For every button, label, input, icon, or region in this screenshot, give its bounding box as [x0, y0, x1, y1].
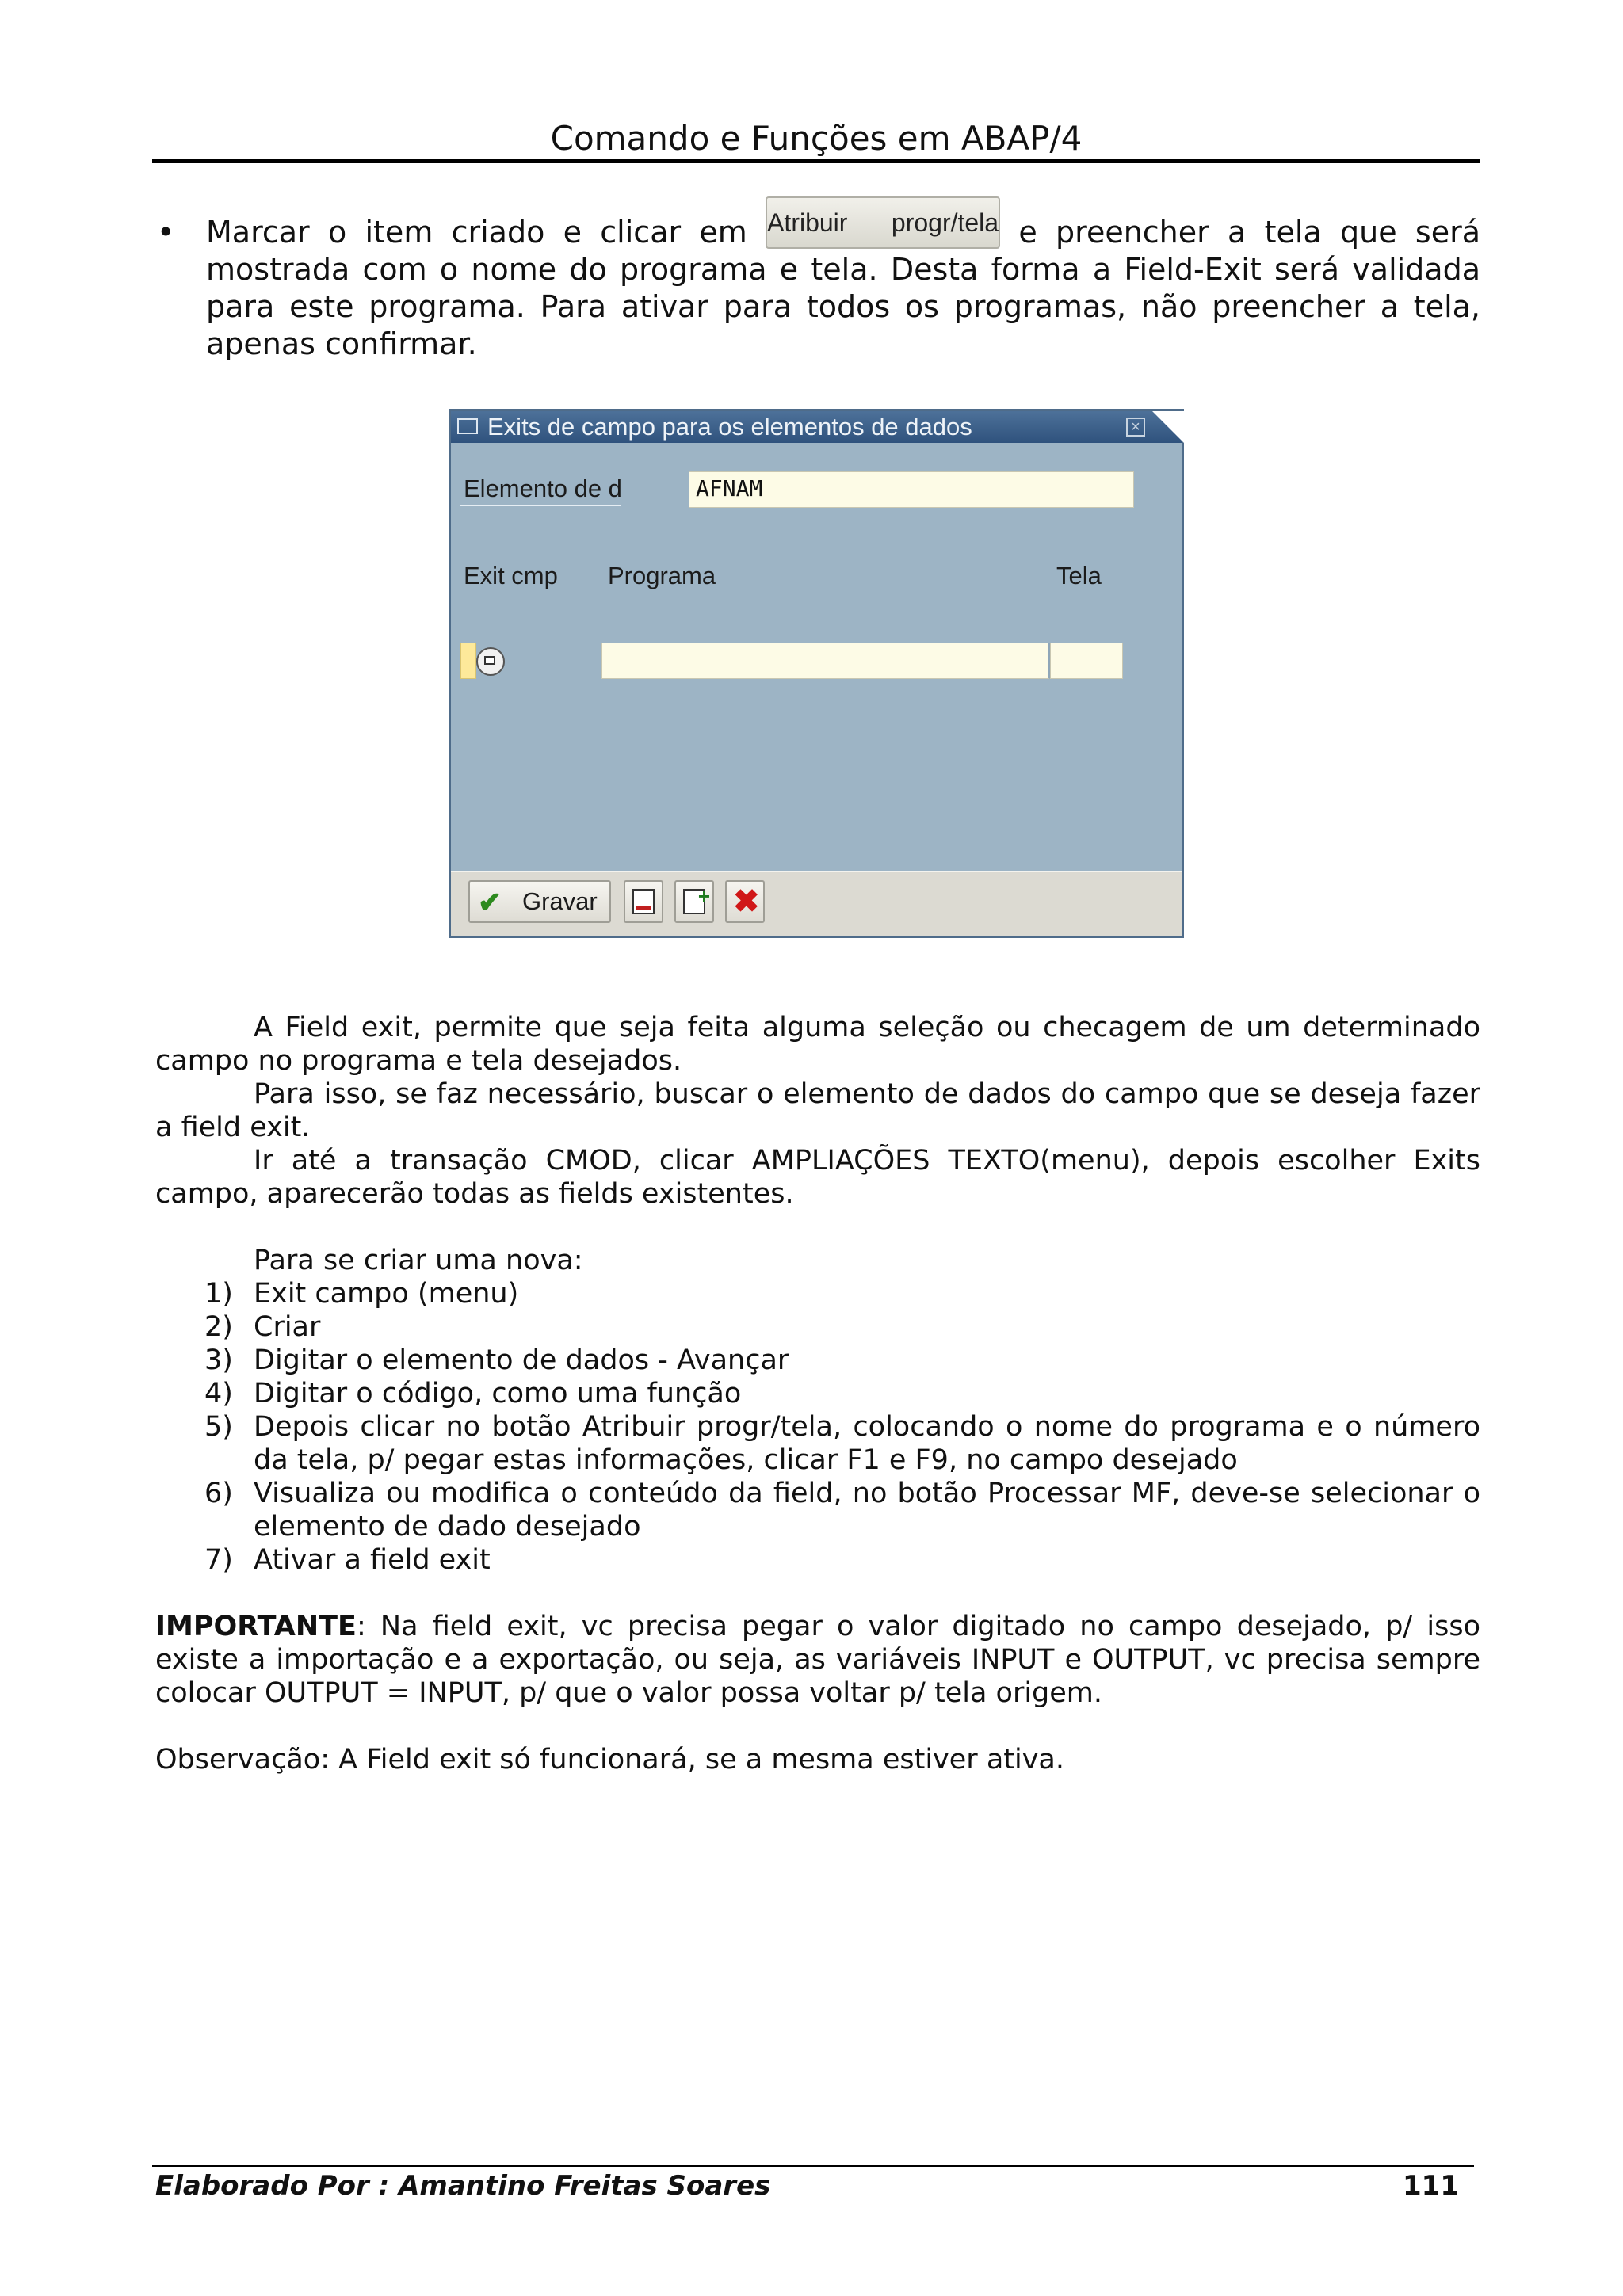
list-item-number: 5) — [204, 1411, 233, 1443]
list-item-continuation: da tela, p/ pegar estas informações, clicar F1 e F9, no campo desejado — [254, 1444, 1238, 1476]
footer-author: Elaborado Por : Amantino Freitas Soares — [155, 2170, 771, 2202]
label-underline — [460, 505, 621, 506]
field-exit-dialog — [449, 409, 1184, 938]
footer-page-number: 111 — [1403, 2170, 1459, 2202]
screen-input[interactable] — [1050, 643, 1123, 679]
dialog-title: Exits de campo para os elementos de dados — [487, 413, 972, 441]
check-icon: ✔ — [478, 886, 502, 918]
important-line-2: existe a importação e a exportação, ou seja, as variáveis INPUT e OUTPUT, vc precisa sempre — [155, 1644, 1480, 1676]
program-input[interactable] — [601, 643, 1050, 679]
important-line-1 — [155, 1610, 1480, 1643]
cancel-button[interactable] — [725, 880, 765, 923]
list-item: Criar — [254, 1311, 321, 1343]
bullet-line-1-before: Marcar o item criado e clicar em — [206, 215, 747, 250]
list-item-number: 6) — [204, 1478, 233, 1509]
header-rule — [152, 159, 1480, 163]
list-item-number: 3) — [204, 1344, 233, 1376]
paragraph-3-line-2: campo, aparecerão todas as fields existentes. — [155, 1178, 794, 1210]
titlebar-corner — [1152, 411, 1184, 443]
bullet-line-2: mostrada com o nome do programa e tela. Desta forma a Field-Exit será validada — [206, 252, 1480, 287]
bullet-line-3: para este programa. Para ativar para todos os programas, não preencher a tela, — [206, 289, 1480, 324]
column-header-exit: Exit cmp — [464, 562, 558, 589]
bullet-line-1-after: e preencher a tela que será — [1018, 215, 1480, 250]
page-header-title: Comando e Funções em ABAP/4 — [550, 119, 1083, 158]
exit-select-checkbox[interactable] — [460, 643, 476, 679]
paragraph-1-line-1: A Field exit, permite que seja feita alguma seleção ou checagem de um determinado — [254, 1012, 1480, 1043]
data-element-input[interactable]: AFNAM — [689, 471, 1134, 508]
dialog-toolbar — [451, 871, 1182, 936]
bullet-line-4: apenas confirmar. — [206, 326, 477, 361]
insert-row-icon: + — [683, 889, 705, 914]
observation-note: Observação: A Field exit só funcionará, se a mesma estiver ativa. — [155, 1744, 1065, 1775]
paragraph-1-line-2: campo no programa e tela desejados. — [155, 1045, 682, 1077]
save-button-label: Gravar — [522, 887, 598, 915]
list-item: Depois clicar no botão Atribuir progr/tela, colocando o nome do programa e o número — [254, 1411, 1480, 1443]
list-item-continuation: elemento de dado desejado — [254, 1511, 641, 1543]
list-intro: Para se criar uma nova: — [254, 1245, 583, 1276]
list-item-number: 7) — [204, 1544, 233, 1576]
important-line-3: colocar OUTPUT = INPUT, p/ que o valor possa voltar p/ tela origem. — [155, 1677, 1103, 1709]
paragraph-2-line-1: Para isso, se faz necessário, buscar o elemento de dados do campo que se deseja fazer — [254, 1078, 1480, 1110]
list-item-number: 2) — [204, 1311, 233, 1343]
cancel-icon: ✖ — [733, 884, 760, 919]
list-item: Visualiza ou modifica o conteúdo da field, no botão Processar MF, deve-se selecionar o — [254, 1478, 1480, 1509]
insert-row-button[interactable] — [674, 880, 714, 923]
footer-rule — [152, 2165, 1474, 2167]
list-item: Digitar o código, como uma função — [254, 1378, 742, 1409]
list-item: Ativar a field exit — [254, 1544, 491, 1576]
dialog-titlebar — [451, 411, 1182, 443]
bullet-symbol: • — [157, 215, 175, 250]
important-label: IMPORTANTE — [155, 1611, 357, 1642]
list-item: Exit campo (menu) — [254, 1278, 519, 1310]
list-item-number: 1) — [204, 1278, 233, 1310]
assign-program-screen-button[interactable]: Atribuir progr/tela — [766, 196, 1000, 249]
save-button[interactable] — [468, 880, 611, 923]
list-item: Digitar o elemento de dados - Avançar — [254, 1344, 789, 1376]
list-item-number: 4) — [204, 1378, 233, 1409]
paragraph-2-line-2: a field exit. — [155, 1112, 311, 1143]
close-icon[interactable]: × — [1126, 418, 1145, 437]
window-icon — [457, 418, 478, 434]
bullet-line-1 — [206, 208, 1480, 251]
column-header-screen: Tela — [1056, 562, 1102, 589]
paragraph-3-line-1: Ir até a transação CMOD, clicar AMPLIAÇÕES TEXTO(menu), depois escolher Exits — [254, 1145, 1480, 1177]
detail-icon[interactable] — [476, 647, 505, 676]
delete-row-icon — [632, 889, 655, 914]
data-element-label: Elemento de d — [464, 475, 622, 502]
important-line-1-rest: : Na field exit, vc precisa pegar o valor digitado no campo desejado, p/ isso — [356, 1611, 1480, 1642]
delete-row-button[interactable] — [624, 880, 663, 923]
column-header-program: Programa — [608, 562, 716, 589]
